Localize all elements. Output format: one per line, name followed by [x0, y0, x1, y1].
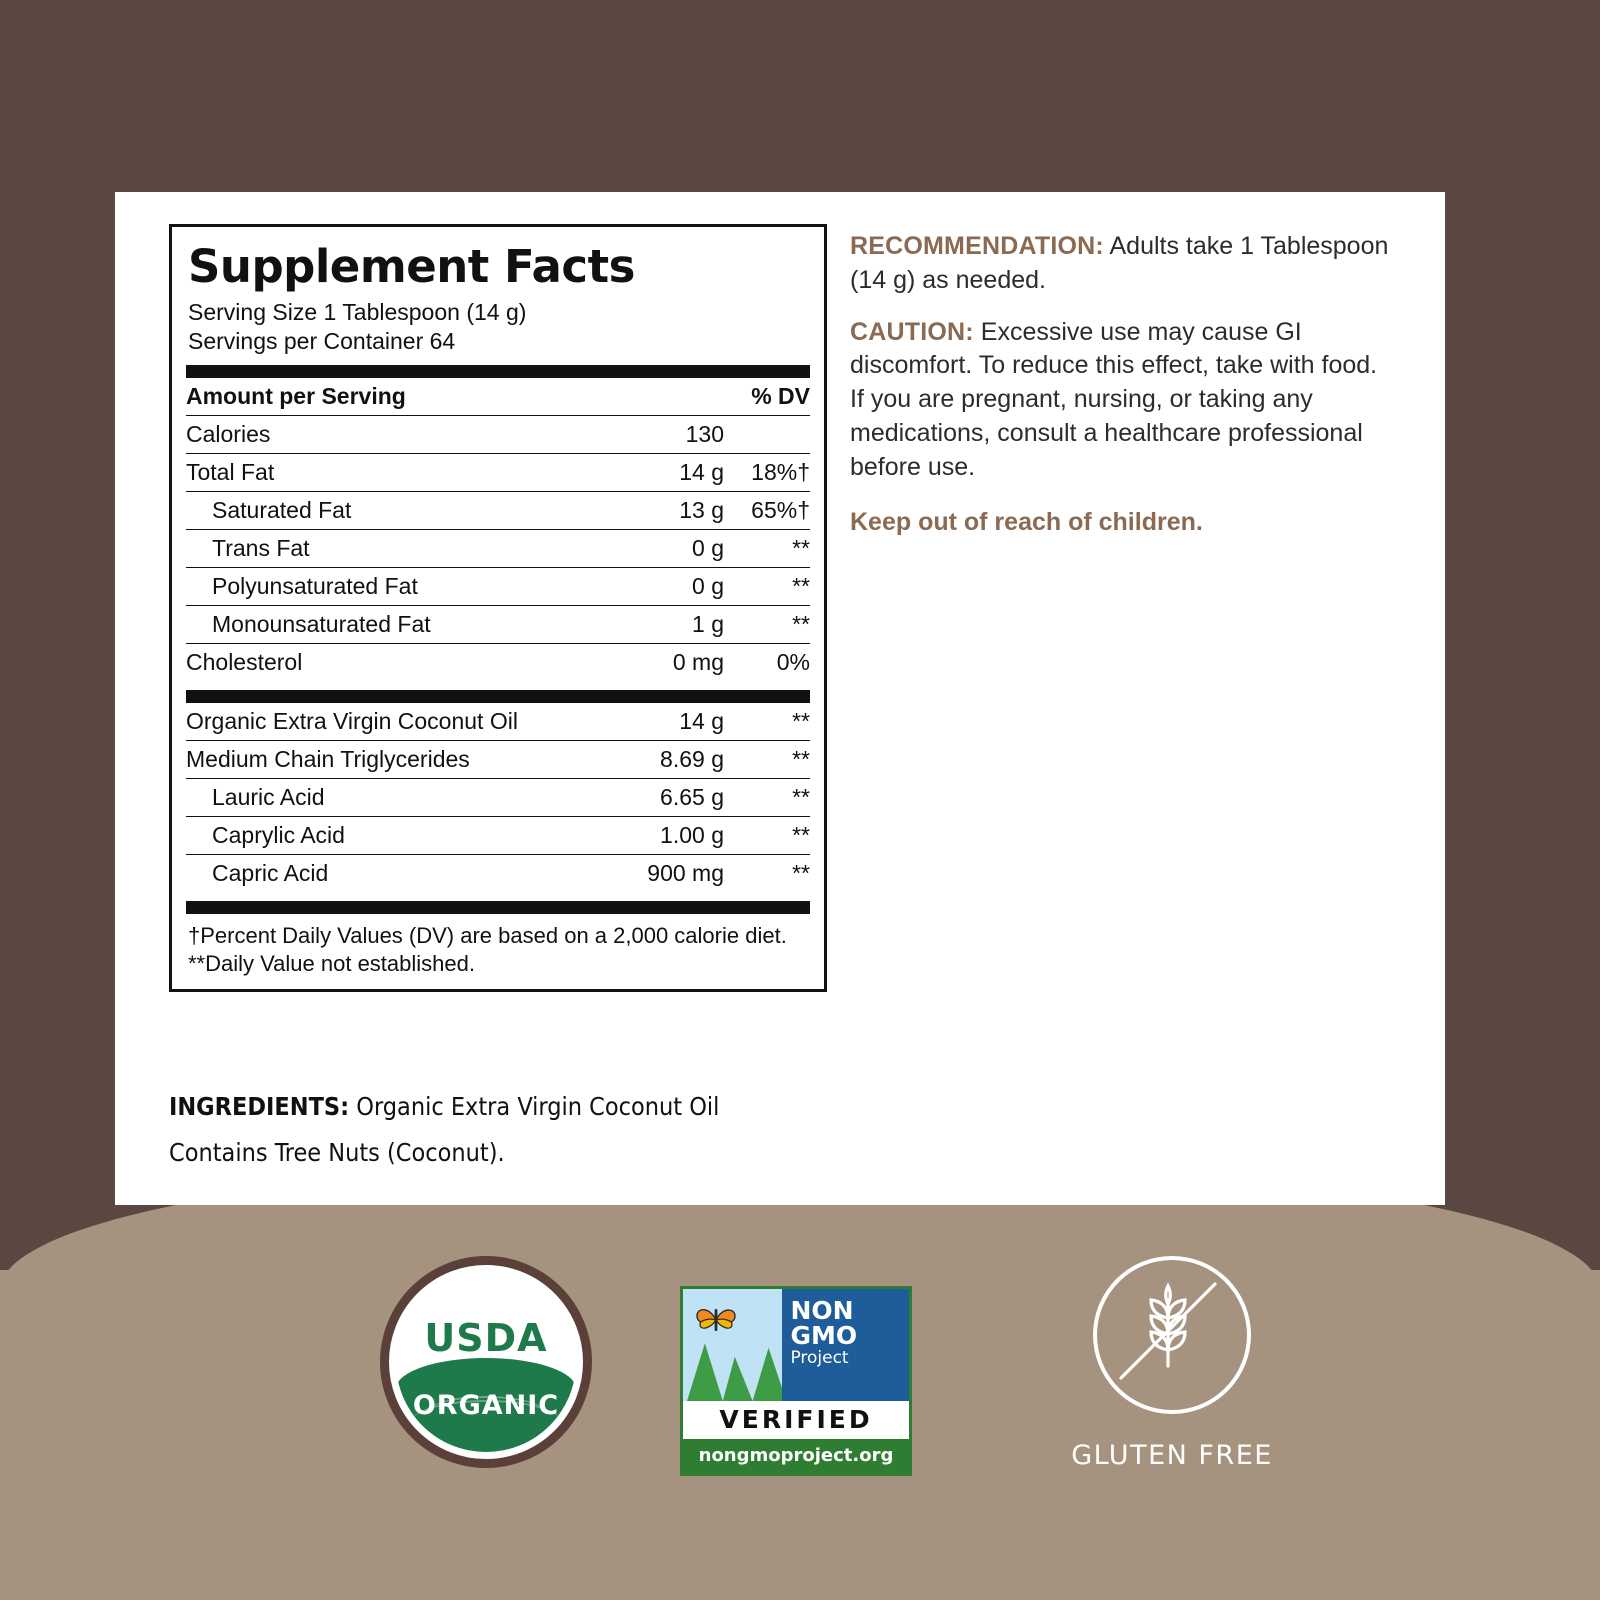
allergen-statement: Contains Tree Nuts (Coconut).	[169, 1138, 505, 1168]
row-name: Calories	[186, 416, 631, 454]
row-amount: 6.65 g	[623, 778, 724, 816]
row-name: Total Fat	[186, 453, 631, 491]
recommendation-paragraph	[850, 230, 1390, 298]
caution-label: CAUTION:	[850, 317, 974, 346]
table-row	[186, 854, 810, 892]
nutrition-table-main	[186, 416, 810, 681]
row-name: Medium Chain Triglycerides	[186, 740, 623, 778]
row-amount: 0 mg	[672, 648, 724, 675]
recommendation-text: Adults take 1 Tablespoon (14 g) as needed.	[850, 232, 1389, 294]
row-amount: 1 g	[631, 605, 724, 643]
table-row	[186, 816, 810, 854]
table-row	[186, 416, 810, 454]
gluten-free-badge	[1022, 1256, 1322, 1471]
row-amount: 900 mg	[647, 859, 724, 886]
nutrition-table-actives	[186, 703, 810, 892]
ingredients-block	[169, 1084, 929, 1177]
caution-paragraph	[850, 316, 1390, 485]
nutrition-table-header	[186, 378, 810, 416]
row-name: Caprylic Acid	[186, 816, 623, 854]
butterfly-icon	[693, 1303, 739, 1337]
row-amount: 130	[631, 416, 724, 454]
table-row	[186, 567, 810, 605]
row-dv: 18%†	[724, 453, 810, 491]
table-row	[186, 453, 810, 491]
usda-label: USDA	[424, 1316, 548, 1360]
label-panel	[115, 192, 1445, 1205]
non-gmo-url: nongmoproject.org	[683, 1439, 909, 1473]
daily-value-footnote: †Percent Daily Values (DV) are based on a 2,000 calorie diet. **Daily Value not established.	[188, 922, 787, 977]
row-amount: 14 g	[623, 703, 724, 741]
divider-thick-middle	[186, 690, 810, 703]
row-dv: **	[724, 703, 810, 741]
grass-icon	[687, 1327, 782, 1401]
table-row	[186, 778, 810, 816]
amount-per-serving-header: Amount per Serving	[186, 378, 724, 416]
table-row	[186, 703, 810, 741]
serving-size: Serving Size 1 Tablespoon (14 g)	[188, 299, 527, 326]
divider-thick-top	[186, 365, 810, 378]
ingredients-text: Organic Extra Virgin Coconut Oil	[356, 1092, 720, 1121]
row-amount: 0 g	[631, 567, 724, 605]
table-row	[186, 605, 810, 643]
non-gmo-verified-label: VERIFIED	[683, 1401, 909, 1439]
usda-organic-seal	[380, 1256, 592, 1468]
divider-thick-bottom	[186, 901, 810, 914]
wheat-crossed-icon	[1093, 1256, 1243, 1406]
supplement-facts-panel	[169, 224, 827, 992]
row-dv: **	[724, 529, 810, 567]
dv-header: % DV	[724, 378, 810, 416]
row-dv: 65%†	[724, 491, 810, 529]
keep-out-of-reach-warning: Keep out of reach of children.	[850, 508, 1203, 537]
non-gmo-wordmark	[782, 1289, 909, 1401]
caution-text: Excessive use may cause GI discomfort. To reduce this effect, take with food. If you are pregnant, nursing, or taking any medications, consult a healthcare professional before use.	[850, 317, 1378, 481]
row-dv: **	[792, 859, 810, 886]
row-name: Organic Extra Virgin Coconut Oil	[186, 703, 623, 741]
row-dv: **	[724, 567, 810, 605]
row-amount: 0 g	[631, 529, 724, 567]
recommendation-label: RECOMMENDATION:	[850, 232, 1104, 260]
non-gmo-line2: GMO	[790, 1321, 858, 1350]
table-row	[186, 643, 810, 681]
row-name: Cholesterol	[186, 648, 303, 675]
table-row	[186, 491, 810, 529]
gluten-free-label: GLUTEN FREE	[1071, 1440, 1273, 1471]
table-row	[186, 529, 810, 567]
row-dv: **	[724, 605, 810, 643]
row-dv	[724, 416, 810, 454]
servings-per-container: Servings per Container 64	[188, 328, 456, 354]
supplement-facts-title: Supplement Facts	[188, 240, 635, 293]
row-name: Lauric Acid	[186, 778, 623, 816]
row-name: Trans Fat	[186, 529, 631, 567]
row-dv: **	[724, 778, 810, 816]
directions-column	[850, 230, 1390, 537]
row-amount: 14 g	[631, 453, 724, 491]
row-amount: 1.00 g	[623, 816, 724, 854]
row-name: Monounsaturated Fat	[186, 605, 631, 643]
row-dv: **	[724, 816, 810, 854]
non-gmo-line1: NON	[790, 1296, 854, 1325]
ingredients-label: INGREDIENTS:	[169, 1092, 350, 1121]
gluten-free-icon	[1093, 1256, 1251, 1414]
table-row	[186, 740, 810, 778]
non-gmo-artwork	[683, 1289, 782, 1401]
row-name: Capric Acid	[212, 859, 329, 886]
non-gmo-line3: Project	[790, 1348, 849, 1368]
usda-seal-inner	[396, 1272, 576, 1452]
row-amount: 13 g	[631, 491, 724, 529]
row-dv: 0%	[776, 648, 810, 675]
row-name: Saturated Fat	[186, 491, 631, 529]
row-name: Polyunsaturated Fat	[186, 567, 631, 605]
non-gmo-project-verified-badge	[680, 1286, 912, 1476]
usda-organic-label: ORGANIC	[412, 1390, 560, 1421]
ingredients-line	[169, 1084, 929, 1130]
row-amount: 8.69 g	[623, 740, 724, 778]
certification-badges	[0, 1248, 1600, 1548]
row-dv: **	[724, 740, 810, 778]
non-gmo-top	[683, 1289, 909, 1401]
